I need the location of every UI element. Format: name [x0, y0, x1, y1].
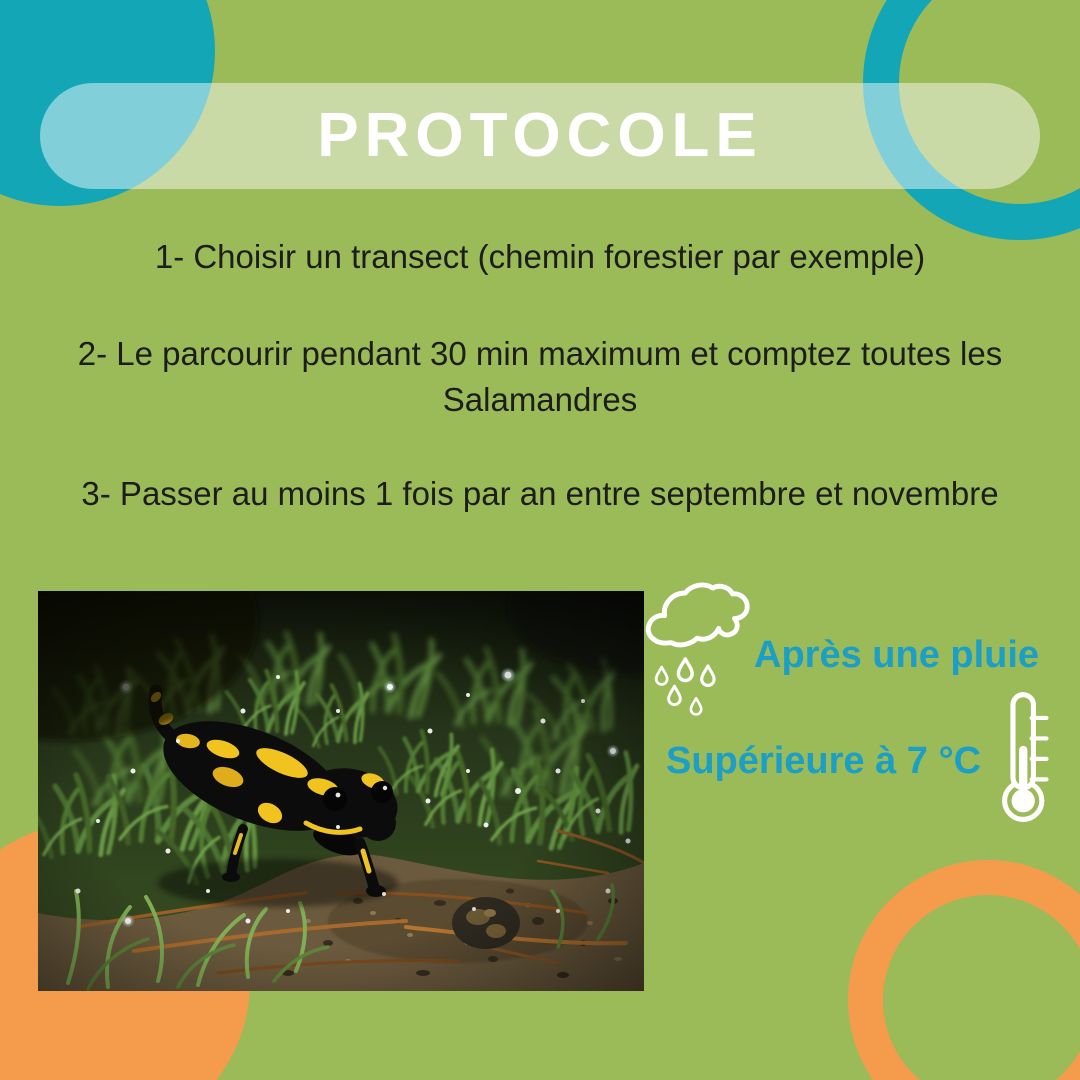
temperature-condition-label: Supérieure à 7 °C	[666, 740, 982, 782]
salamander-photo	[38, 591, 644, 991]
decor-ring-bottom-right-icon	[848, 860, 1080, 1080]
title-banner	[40, 83, 1040, 189]
rain-condition-label: Après une pluie	[754, 634, 1040, 676]
rain-cloud-icon	[642, 582, 760, 720]
step-1: 1- Choisir un transect (chemin forestier par exemple)	[154, 238, 926, 275]
step-3: 3- Passer au moins 1 fois par an entre septembre et novembre	[81, 475, 999, 512]
page-title: PROTOCOLE	[317, 101, 763, 170]
step-2: 2- Le parcourir pendant 30 min maximum et comptez toutes les Salamandres	[77, 335, 1003, 418]
thermometer-icon	[998, 690, 1054, 825]
